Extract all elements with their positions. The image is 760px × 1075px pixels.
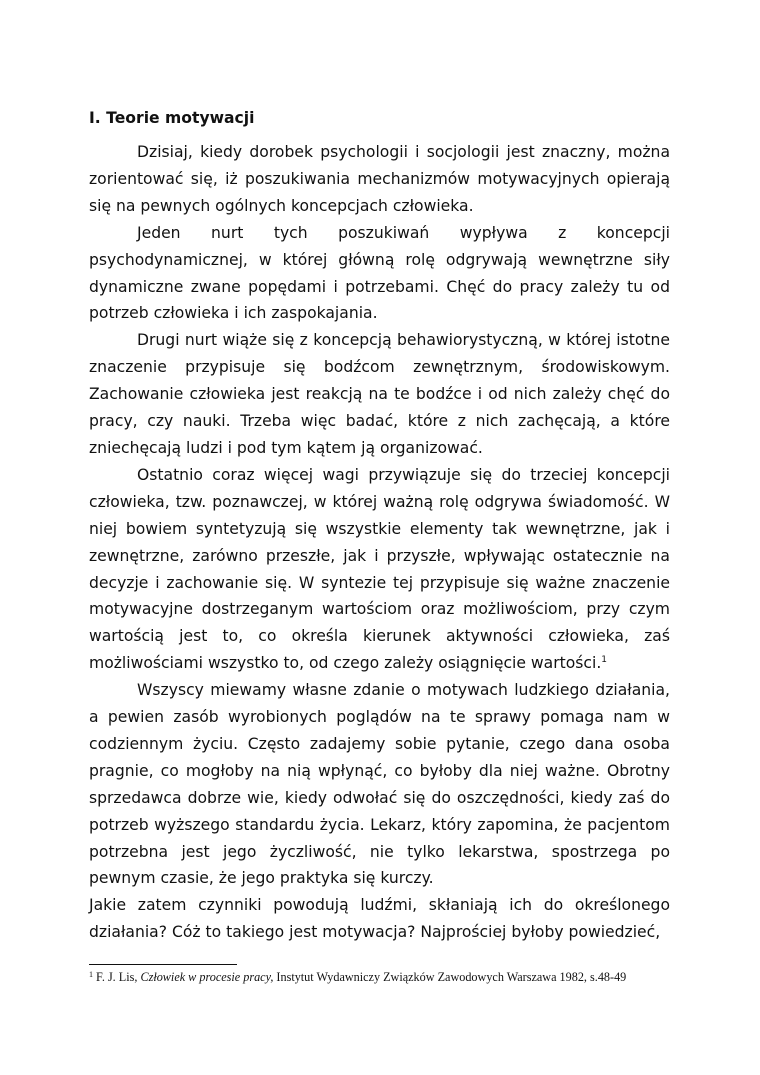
paragraph-5: Wszyscy miewamy własne zdanie o motywach ludzkiego działania, a pewien zasób wyrobionych poglądów na te sprawy pomaga nam w codziennym życiu. Często zadajemy sobie pytanie, czego dana osoba pragnie, co mogłoby na nią wpłynąć, co byłoby dla niej ważne. Obrotny sprzedawca dobrze wie, kiedy odwołać się do oszczędności, kiedy zaś do potrzeb wyższego standardu życia. Lekarz, który zapomina, że pacjentom potrzebna jest jego życzliwość, nie tylko lekarstwa, spostrzega po pewnym czasie, że jego praktyka się kurczy. (89, 681, 670, 888)
paragraph-4 (89, 462, 670, 677)
paragraph-3: Drugi nurt wiąże się z koncepcją behawiorystyczną, w której istotne znaczenie przypisuje się bodźcom zewnętrznym, środowiskowym. Zachowanie człowieka jest reakcją na te bodźce i od nich zależy chęć do pracy, czy nauki. Trzeba więc badać, które z nich zachęcają, a które zniechęcają ludzi i pod tym kątem ją organizować. (89, 331, 670, 457)
paragraph-1: Dzisiaj, kiedy dorobek psychologii i socjologii jest znaczny, można zorientować się, iż poszukiwania mechanizmów motywacyjnych opierają się na pewnych ogólnych koncepcjach człowieka. (89, 143, 670, 215)
footnote-reference: 1 (601, 655, 608, 666)
footnote-number: 1 (89, 970, 93, 979)
footnote-separator (89, 964, 237, 965)
paragraph-2: Jeden nurt tych poszukiwań wypływa z koncepcji psychodynamicznej, w której główną rolę odgrywają wewnętrzne siły dynamiczne zwane popędami i potrzebami. Chęć do pracy zależy tu od potrzeb człowieka i ich zaspokajania. (89, 223, 670, 323)
footnote-publisher: Instytut Wydawniczy Związków Zawodowych Warszawa 1982, s.48-49 (276, 970, 627, 984)
section-heading: I. Teorie motywacji (89, 109, 255, 127)
footnote-author: F. J. Lis, (96, 970, 138, 984)
footnote-title: Człowiek w procesie pracy, (140, 970, 274, 984)
paragraph-6: Jakie zatem czynniki powodują ludźmi, skłaniają ich do określonego działania? Cóż to takiego jest motywacja? Najprościej byłoby powiedzieć, (89, 896, 670, 942)
document-body (89, 106, 670, 946)
footnote (89, 969, 689, 985)
paragraph-4-text: Ostatnio coraz więcej wagi przywiązuje się do trzeciej koncepcji człowieka, tzw. poznawczej, w której ważną rolę odgrywa świadomość. W niej bowiem syntetyzują się wszystkie elementy tak wewnętrzne, jak i zewnętrzne, zarówno przeszłe, jak i przyszłe, wpływając ostatecznie na decyzje i zachowanie się. W syntezie tej przypisuje się ważne znaczenie motywacyjne dostrzeganym wartościom oraz możliwościom, przy czym wartością jest to, co określa kierunek aktywności człowieka, zaś możliwościami wszystko to, od czego zależy osiągnięcie wartości. (89, 465, 670, 673)
